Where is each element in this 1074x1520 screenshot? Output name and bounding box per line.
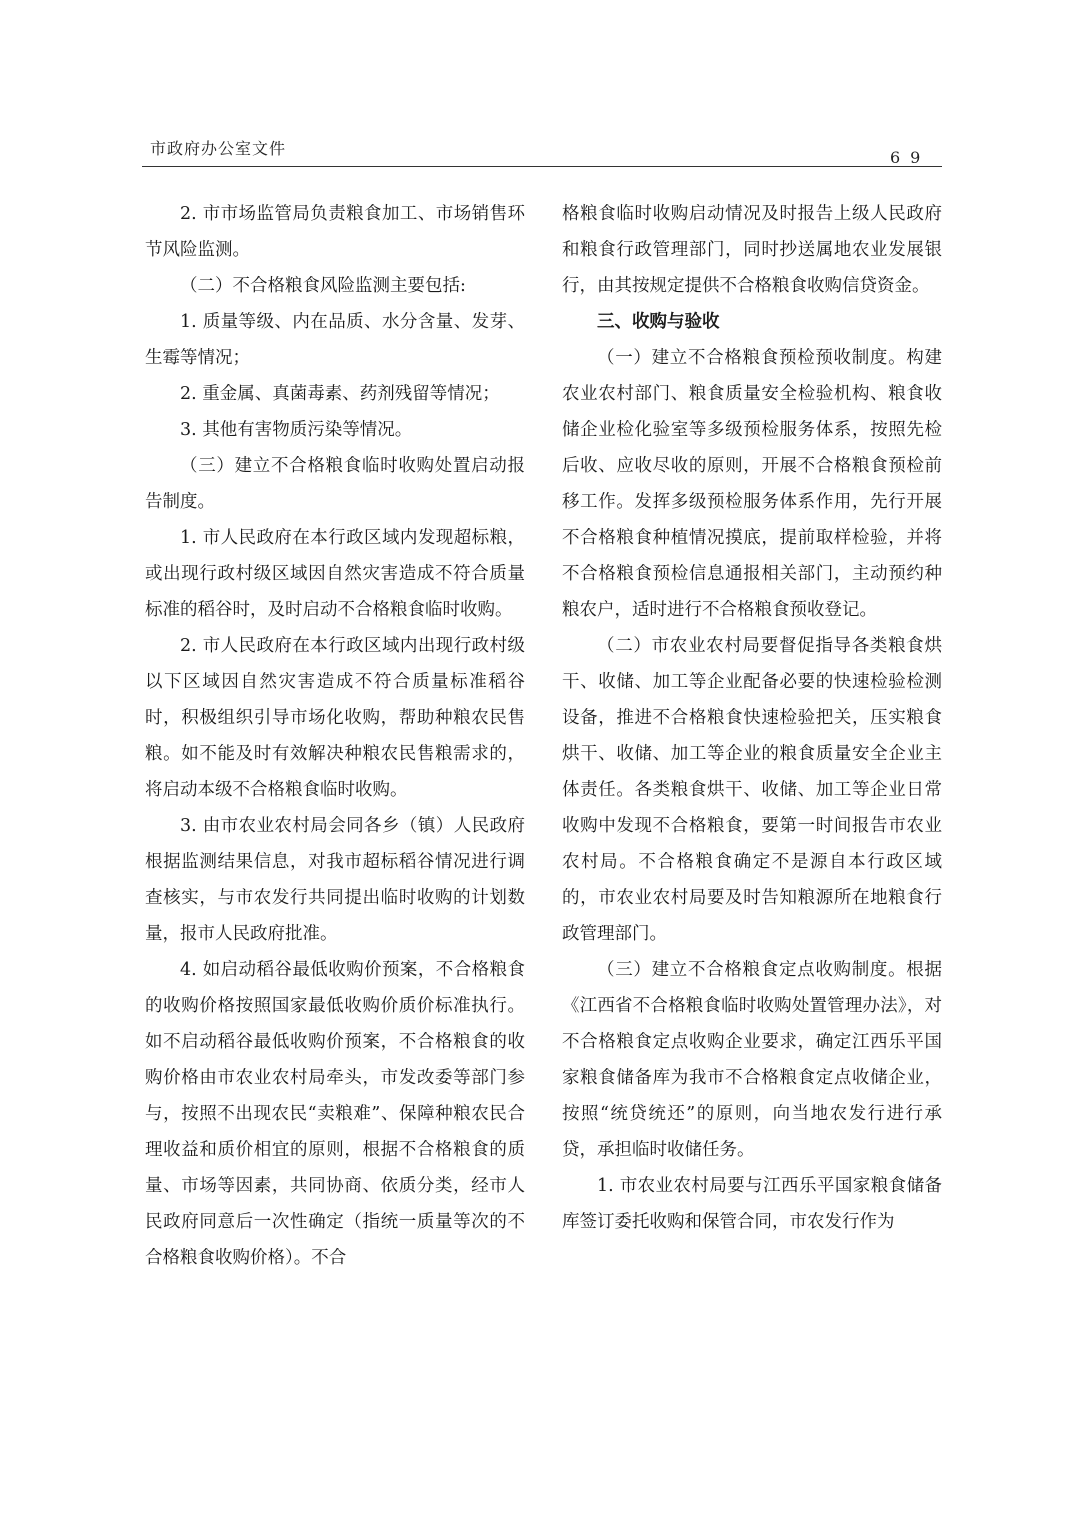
paragraph: 4. 如启动稻谷最低收购价预案，不合格粮食的收购价格按照国家最低收购价质价标准执行。如不启动稻谷最低收购价预案，不合格粮食的收购价格由市农业农村局牵头，市发改委等部门参与，按照不出现农民“卖粮难”、保障种粮农民合理收益和质价相宜的原则，根据不合格粮食的质量、市场等因素，共同协商、依质分类，经市人民政府同意后一次性确定（指统一质量等次的不合格粮食收购价格）。不合 [145, 960, 525, 1268]
page-number: 69 [890, 148, 931, 167]
section-heading: 三、收购与验收 [597, 312, 720, 332]
paragraph: （三）建立不合格粮食定点收购制度。根据《江西省不合格粮食临时收购处置管理办法》，对不合格粮食定点收购企业要求，确定江西乐平国家粮食储备库为我市不合格粮食定点收储企业，按照“统贷统还”的原则，向当地农发行进行承贷，承担临时收储任务。 [562, 960, 942, 1160]
paragraph: （二）不合格粮食风险监测主要包括: [180, 276, 466, 296]
header-title: 市政府办公室文件 [150, 139, 287, 158]
paragraph: （二）市农业农村局要督促指导各类粮食烘干、收储、加工等企业配备必要的快速检验检测设备，推进不合格粮食快速检验把关，压实粮食烘干、收储、加工等企业的粮食质量安全企业主体责任。各类粮食烘干、收储、加工等企业日常收购中发现不合格粮食，要第一时间报告市农业农村局。不合格粮食确定不是源自本行政区域的，市农业农村局要及时告知粮源所在地粮食行政管理部门。 [562, 636, 942, 944]
paragraph: 2. 市人民政府在本行政区域内出现行政村级以下区域因自然灾害造成不符合质量标准稻谷时，积极组织引导市场化收购，帮助种粮农民售粮。如不能及时有效解决种粮农民售粮需求的，将启动本级不合格粮食临时收购。 [145, 636, 525, 800]
paragraph: 2. 市市场监管局负责粮食加工、市场销售环节风险监测。 [145, 204, 525, 260]
paragraph: （三）建立不合格粮食临时收购处置启动报告制度。 [145, 456, 525, 512]
paragraph: 3. 其他有害物质污染等情况。 [180, 420, 413, 440]
paragraph: 1. 质量等级、内在品质、水分含量、发芽、生霉等情况； [145, 312, 525, 368]
paragraph: 1. 市农业农村局要与江西乐平国家粮食储备库签订委托收购和保管合同，市农发行作为 [562, 1176, 942, 1232]
right-column [562, 196, 942, 1240]
paragraph: 3. 由市农业农村局会同各乡（镇）人民政府根据监测结果信息，对我市超标稻谷情况进行调查核实，与市农发行共同提出临时收购的计划数量，报市人民政府批准。 [145, 816, 525, 944]
left-column [145, 196, 525, 1276]
paragraph: 格粮食临时收购启动情况及时报告上级人民政府和粮食行政管理部门，同时抄送属地农业发展银行，由其按规定提供不合格粮食收购信贷资金。 [562, 204, 942, 296]
paragraph: 2. 重金属、真菌毒素、药剂残留等情况； [180, 384, 500, 404]
header-rule [142, 166, 942, 167]
paragraph: 1. 市人民政府在本行政区域内发现超标粮，或出现行政村级区域因自然灾害造成不符合质量标准的稻谷时，及时启动不合格粮食临时收购。 [145, 528, 525, 620]
paragraph: （一）建立不合格粮食预检预收制度。构建农业农村部门、粮食质量安全检验机构、粮食收储企业检化验室等多级预检服务体系，按照先检后收、应收尽收的原则，开展不合格粮食预检前移工作。发挥多级预检服务体系作用，先行开展不合格粮食种植情况摸底，提前取样检验，并将不合格粮食预检信息通报相关部门，主动预约种粮农户，适时进行不合格粮食预收登记。 [562, 348, 942, 620]
